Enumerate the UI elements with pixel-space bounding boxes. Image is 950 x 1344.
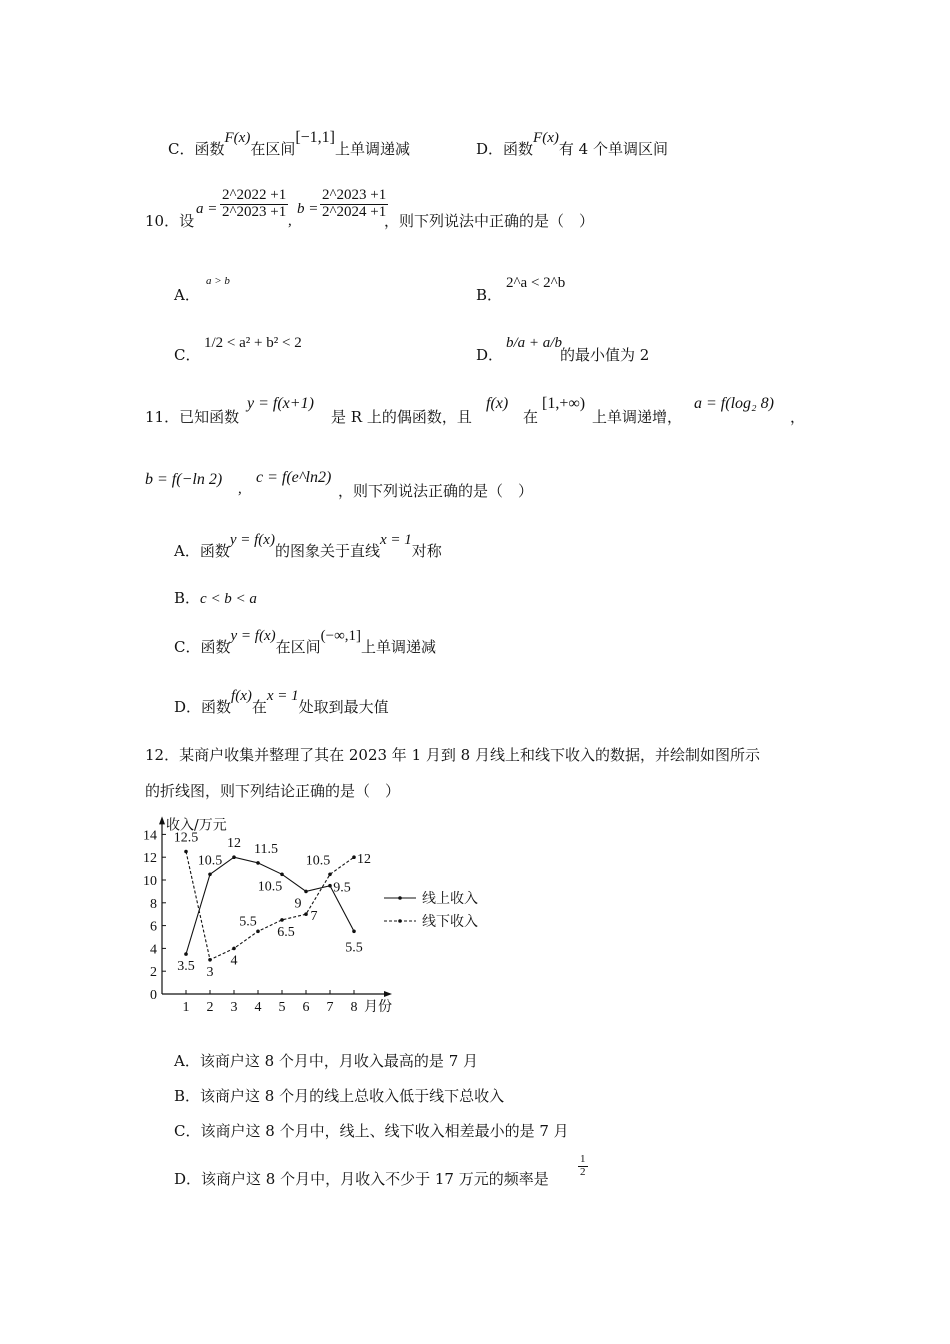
chart-data-labels bbox=[174, 831, 371, 980]
x-tick-label: 4 bbox=[254, 1000, 262, 1015]
option-text: 有 4 个单调区间 bbox=[558, 140, 668, 158]
data-point bbox=[208, 873, 212, 877]
q10-option-d-expr: b/a + a/b bbox=[506, 335, 562, 351]
q10-option-b-label: B． bbox=[476, 286, 503, 304]
option-text: 函数 bbox=[503, 140, 534, 158]
option-text: 处取到最大值 bbox=[298, 698, 389, 716]
q10-b-fraction bbox=[320, 188, 388, 221]
q10-option-a-expr: a > b bbox=[206, 275, 230, 287]
y-tick-label: 4 bbox=[150, 942, 157, 958]
data-point bbox=[280, 918, 284, 922]
y-tick-label: 2 bbox=[150, 965, 157, 981]
option-label: C． bbox=[168, 140, 195, 158]
fraction-denominator: 2^2024 +1 bbox=[322, 203, 387, 220]
fraction-numerator: 2^2023 +1 bbox=[322, 187, 387, 203]
q11-option-d bbox=[174, 688, 389, 716]
option-label: D． bbox=[174, 1170, 202, 1188]
data-point bbox=[352, 930, 356, 934]
y-tick-label: 0 bbox=[150, 988, 157, 1003]
comma: , bbox=[238, 481, 242, 497]
q12-option-a bbox=[174, 1054, 478, 1069]
q10-tail: ，则下列说法中正确的是（ ） bbox=[384, 212, 595, 230]
x-axis-label: 月份 bbox=[364, 999, 392, 1015]
data-label: 10.5 bbox=[305, 853, 331, 869]
q11-number: 11．已知函数 bbox=[145, 408, 240, 426]
comma: ， bbox=[790, 408, 806, 426]
data-label: 4 bbox=[230, 953, 238, 969]
math-expr: c < b < a bbox=[200, 591, 257, 607]
option-label: C． bbox=[174, 1122, 201, 1140]
comma: , bbox=[288, 213, 292, 229]
x-tick-label: 3 bbox=[230, 1000, 238, 1015]
option-text: 函数 bbox=[200, 638, 231, 656]
data-point bbox=[304, 890, 308, 894]
legend-marker bbox=[398, 919, 402, 923]
math-expr: y = f(x) bbox=[229, 532, 275, 548]
q11-b-def: b = f(−ln 2) bbox=[145, 471, 223, 488]
q11-fx: f(x) bbox=[486, 395, 509, 412]
x-tick-label: 2 bbox=[206, 1000, 214, 1015]
y-axis-label: 收入/万元 bbox=[166, 817, 227, 834]
data-label: 5.5 bbox=[239, 914, 257, 930]
option-text: 上单调递减 bbox=[361, 638, 437, 656]
data-point bbox=[184, 850, 188, 854]
data-label: 10.5 bbox=[257, 879, 283, 895]
option-text: 该商户这 8 个月中，线上、线下收入相差最小的是 7 月 bbox=[200, 1122, 569, 1140]
data-point bbox=[352, 855, 356, 859]
option-text: 对称 bbox=[411, 542, 442, 560]
option-text: 的图象关于直线 bbox=[274, 542, 380, 560]
q9-option-d bbox=[476, 130, 668, 158]
data-label: 3 bbox=[206, 964, 214, 980]
data-point bbox=[256, 930, 260, 934]
q12-stem-line2: 的折线图，则下列结论正确的是（ ） bbox=[145, 782, 401, 800]
option-text: 上单调递减 bbox=[335, 140, 411, 158]
data-point bbox=[256, 861, 260, 865]
q11-even-function: y = f(x+1) bbox=[247, 395, 314, 412]
option-label: B． bbox=[174, 589, 201, 607]
data-label: 7 bbox=[310, 909, 318, 925]
data-label: 12.5 bbox=[173, 830, 199, 846]
data-point bbox=[304, 912, 308, 916]
fraction-numerator: 1 bbox=[580, 1153, 586, 1165]
x-tick-label: 1 bbox=[182, 1000, 190, 1015]
y-tick-label: 14 bbox=[143, 828, 157, 844]
q10-a-fraction bbox=[220, 188, 288, 221]
q11-text: 是 R 上的偶函数，且 bbox=[331, 408, 472, 426]
option-text: 该商户这 8 个月中，月收入不少于 17 万元的频率是 bbox=[201, 1170, 549, 1188]
data-label: 12 bbox=[357, 852, 371, 868]
math-line: x = 1 bbox=[379, 532, 412, 548]
q11-c-def: c = f(e^ln2) bbox=[256, 469, 332, 486]
q12-option-c bbox=[174, 1124, 569, 1139]
y-tick-label: 6 bbox=[150, 919, 157, 935]
data-point bbox=[232, 855, 236, 859]
data-label: 3.5 bbox=[177, 959, 195, 975]
q11-text: 在 bbox=[523, 408, 539, 426]
option-text: 函数 bbox=[194, 140, 225, 158]
q10-option-b-expr: 2^a < 2^b bbox=[506, 275, 566, 291]
option-text: 在区间 bbox=[275, 638, 321, 656]
math-fx: F(x) bbox=[533, 130, 559, 146]
math-interval: [−1,1] bbox=[295, 129, 336, 146]
q12-option-d bbox=[174, 1172, 549, 1187]
legend-label: 线下收入 bbox=[422, 914, 478, 930]
data-label: 11.5 bbox=[254, 841, 278, 857]
y-axis-arrow bbox=[159, 816, 165, 824]
option-text: 该商户这 8 个月中，月收入最高的是 7 月 bbox=[199, 1052, 479, 1070]
income-line-chart bbox=[140, 810, 520, 1020]
q12-stem-line1: 12．某商户收集并整理了其在 2023 年 1 月到 8 月线上和线下收入的数据，并绘制如图所示 bbox=[145, 746, 760, 764]
math-expr: y = f(x) bbox=[230, 628, 276, 644]
x-tick-label: 7 bbox=[326, 1000, 334, 1015]
math-fx: F(x) bbox=[224, 130, 251, 146]
math-line: x = 1 bbox=[266, 688, 299, 704]
y-tick-label: 10 bbox=[143, 874, 157, 889]
math-expr: f(x) bbox=[231, 688, 252, 704]
q12-option-d-fraction bbox=[578, 1154, 588, 1178]
data-label: 12 bbox=[227, 836, 241, 852]
fraction-numerator: 2^2022 +1 bbox=[222, 187, 287, 203]
q11-tail: ，则下列说法正确的是（ ） bbox=[338, 482, 534, 500]
data-label: 10.5 bbox=[197, 853, 223, 869]
option-label: A． bbox=[174, 542, 200, 560]
series-line-1 bbox=[186, 857, 354, 954]
q12-option-b bbox=[174, 1089, 504, 1104]
q11-option-a bbox=[174, 532, 442, 560]
chart-legend bbox=[384, 890, 478, 930]
q11-interval: [1,+∞) bbox=[542, 395, 586, 412]
y-tick-label: 8 bbox=[150, 896, 157, 912]
legend-label: 线上收入 bbox=[422, 891, 478, 907]
data-point bbox=[328, 884, 332, 888]
data-point bbox=[280, 873, 284, 877]
q10-option-d-label: D． bbox=[476, 346, 504, 364]
option-label: C． bbox=[174, 638, 201, 656]
x-tick-label: 8 bbox=[350, 1000, 358, 1015]
data-point bbox=[328, 873, 332, 877]
option-label: B． bbox=[174, 1087, 201, 1105]
q9-option-c bbox=[168, 129, 411, 158]
q10-b-lhs: b = bbox=[297, 201, 319, 217]
option-label: A． bbox=[174, 1052, 200, 1070]
x-tick-label: 5 bbox=[278, 1000, 286, 1015]
q10-option-d-tail: 的最小值为 2 bbox=[560, 346, 650, 364]
q11-a-def: a = f(log₂ 8) bbox=[694, 395, 774, 412]
math-interval: (−∞,1] bbox=[320, 628, 362, 644]
fraction-denominator: 2 bbox=[580, 1165, 586, 1178]
x-axis-arrow bbox=[384, 991, 392, 997]
q11-text: 上单调递增， bbox=[592, 408, 683, 426]
data-label: 5.5 bbox=[345, 940, 363, 956]
option-text: 在 bbox=[251, 698, 267, 716]
q11-option-c bbox=[174, 628, 437, 656]
option-text: 在区间 bbox=[250, 140, 296, 158]
q10-option-a-label: A． bbox=[174, 286, 200, 304]
option-text: 该商户这 8 个月的线上总收入低于线下总收入 bbox=[200, 1087, 505, 1105]
x-tick-label: 6 bbox=[302, 1000, 310, 1015]
option-label: D． bbox=[174, 698, 202, 716]
q10-a-lhs: a = bbox=[196, 201, 218, 217]
data-point bbox=[208, 958, 212, 962]
data-label: 9 bbox=[294, 896, 302, 912]
data-label: 6.5 bbox=[277, 924, 295, 940]
fraction-denominator: 2^2023 +1 bbox=[222, 203, 287, 220]
q10-option-c-expr: 1/2 < a² + b² < 2 bbox=[204, 335, 302, 351]
option-text: 函数 bbox=[201, 698, 232, 716]
q11-option-b bbox=[174, 591, 257, 607]
legend-marker bbox=[398, 896, 402, 900]
q10-option-c-label: C． bbox=[174, 346, 201, 364]
q10-number: 10．设 bbox=[145, 212, 195, 230]
option-label: D． bbox=[476, 140, 504, 158]
y-tick-label: 12 bbox=[143, 851, 157, 867]
data-point bbox=[184, 952, 188, 956]
data-point bbox=[232, 947, 236, 951]
data-label: 9.5 bbox=[333, 880, 351, 896]
option-text: 函数 bbox=[199, 542, 230, 560]
